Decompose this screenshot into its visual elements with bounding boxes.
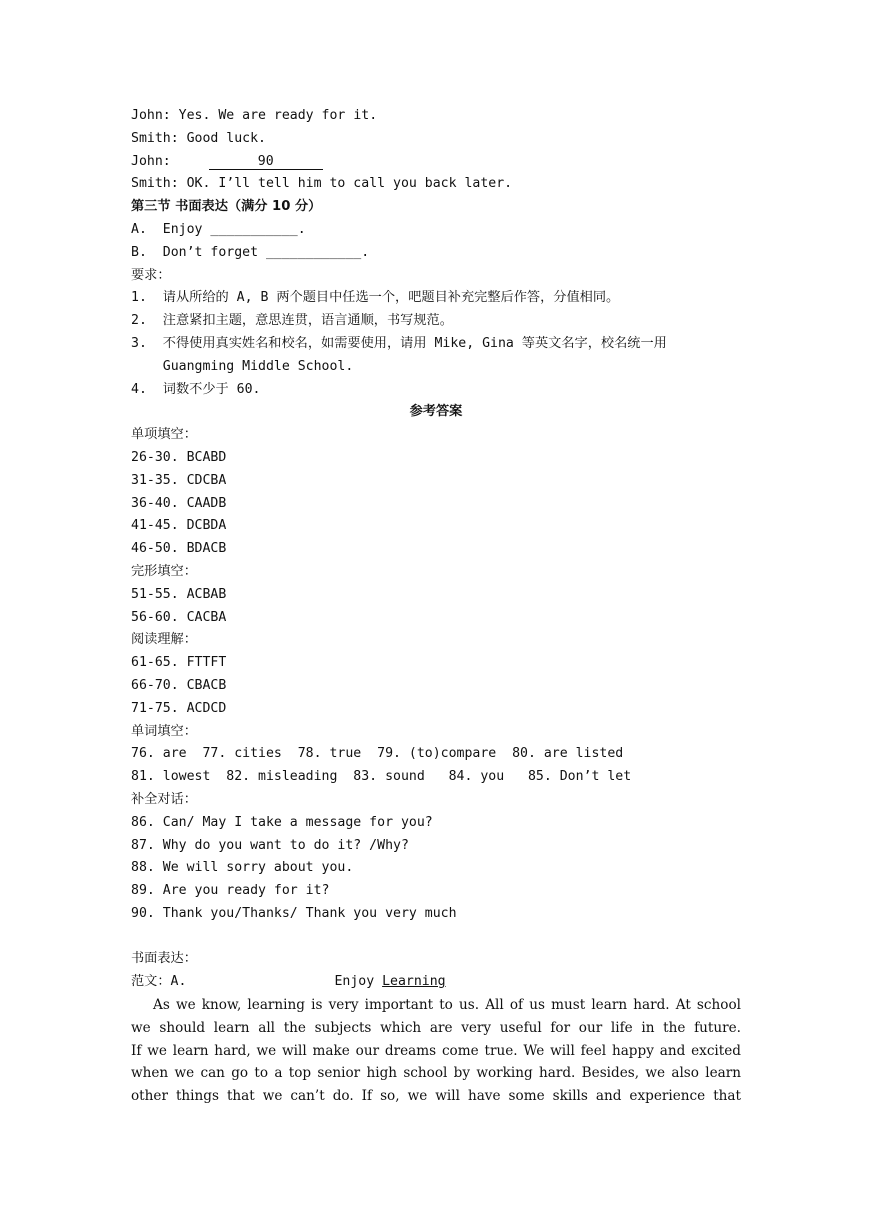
essay-line: If we learn hard, we will make our dreams come true. We will feel happy and excited bbox=[131, 1042, 741, 1059]
writing-label: 书面表达： bbox=[131, 951, 197, 967]
requirements-label: 要求： bbox=[131, 267, 171, 283]
dialogue-line: John: Yes. We are ready for it. bbox=[131, 108, 378, 123]
answer-row: 31-35. CDCBA bbox=[131, 472, 227, 488]
writing-option-a: A. Enjoy ___________. bbox=[131, 221, 306, 237]
answer-row: 90. Thank you/Thanks/ Thank you very much bbox=[131, 905, 457, 921]
single-choice-label: 单项填空： bbox=[131, 427, 197, 443]
answer-row: 71-75. ACDCD bbox=[131, 700, 227, 716]
requirement-item: 4. 词数不少于 60. bbox=[131, 381, 261, 397]
requirement-item: 1. 请从所给的 A, B 两个题目中任选一个，吧题目补充完整后作答，分值相同。 bbox=[131, 290, 620, 306]
requirement-item: Guangming Middle School. bbox=[131, 358, 354, 374]
dialogue-line: John: 90 bbox=[131, 151, 741, 174]
answer-row: 87. Why do you want to do it? /Why? bbox=[131, 837, 409, 853]
essay-line: we should learn all the subjects which are very useful for our life in the future. bbox=[131, 1019, 741, 1036]
dialog-completion-label: 补全对话： bbox=[131, 791, 197, 807]
essay-line: other things that we can’t do. If so, we will have some skills and experience that bbox=[131, 1088, 741, 1105]
document-page bbox=[131, 105, 741, 1108]
answer-row: 56-60. CACBA bbox=[131, 609, 227, 625]
answer-blank: 90 bbox=[209, 151, 323, 170]
answers-title: 参考答案 bbox=[409, 404, 463, 420]
dialogue-line: Smith: OK. I’ll tell him to call you back later. bbox=[131, 176, 513, 192]
reading-label: 阅读理解： bbox=[131, 632, 197, 648]
dialogue-line: Smith: Good luck. bbox=[131, 130, 266, 146]
requirement-item: 2. 注意紧扣主题，意思连贯，语言通顺，书写规范。 bbox=[131, 313, 453, 329]
writing-option-b: B. Don’t forget ____________. bbox=[131, 244, 370, 260]
answer-row: 66-70. CBACB bbox=[131, 677, 227, 693]
essay-line: As we know, learning is very important to us. All of us must learn hard. At school bbox=[153, 997, 741, 1014]
answer-row: 26-30. BCABD bbox=[131, 449, 227, 465]
answer-row: 89. Are you ready for it? bbox=[131, 883, 330, 899]
answer-row: 76. are 77. cities 78. true 79. (to)compare 80. are listed bbox=[131, 746, 624, 762]
sample-title: Enjoy Learning bbox=[334, 974, 446, 990]
section-heading: 第三节 书面表达（满分 10 分） bbox=[131, 199, 322, 215]
answer-row: 41-45. DCBDA bbox=[131, 518, 227, 534]
requirement-item: 3. 不得使用真实姓名和校名，如需要使用，请用 Mike, Gina 等英文名字，校名统一用 bbox=[131, 335, 667, 351]
sample-heading: 范文：A. Enjoy Learning bbox=[131, 974, 446, 990]
answer-row: 88. We will sorry about you. bbox=[131, 860, 354, 876]
essay-line: when we can go to a top senior high school by working hard. Besides, we also learn bbox=[131, 1065, 741, 1082]
answer-row: 51-55. ACBAB bbox=[131, 586, 227, 602]
sample-essay bbox=[131, 994, 741, 1108]
answer-row: 81. lowest 82. misleading 83. sound 84. you 85. Don’t let bbox=[131, 769, 632, 785]
cloze-label: 完形填空： bbox=[131, 563, 197, 579]
answer-row: 36-40. CAADB bbox=[131, 495, 227, 511]
answer-row: 46-50. BDACB bbox=[131, 541, 227, 557]
answer-row: 61-65. FTTFT bbox=[131, 655, 227, 671]
answer-row: 86. Can/ May I take a message for you? bbox=[131, 814, 433, 830]
word-fill-label: 单词填空： bbox=[131, 723, 197, 739]
